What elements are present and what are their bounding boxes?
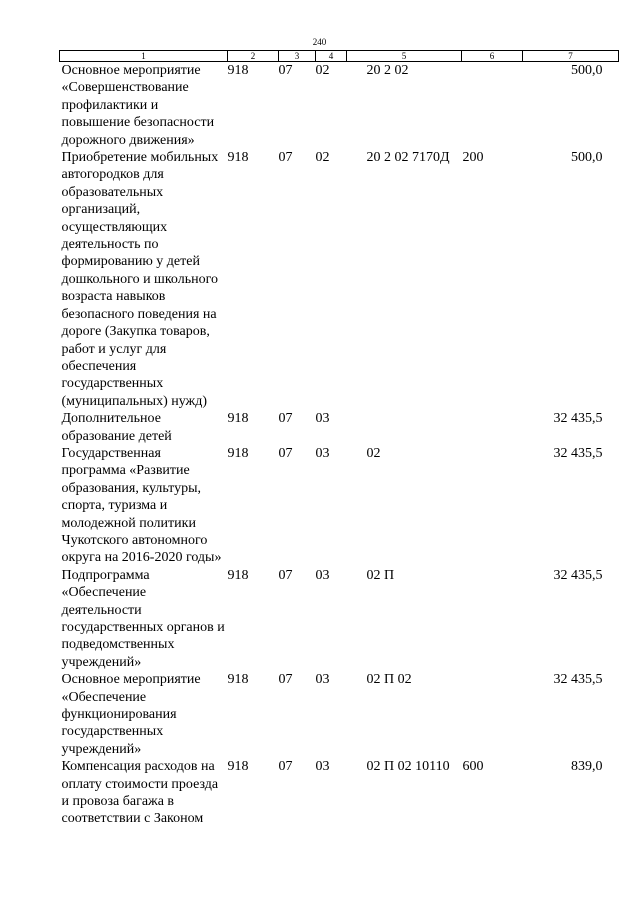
row-gov-code-cell: 918 (227, 567, 249, 583)
row-target-article-cell: 20 2 02 (366, 63, 409, 78)
row-expense-type-cell: 200 (462, 150, 484, 166)
table-row (60, 758, 619, 828)
row-section-cell: 07 (278, 445, 293, 461)
row-subsection-cell: 03 (315, 759, 330, 775)
row-name-cell: Приобретение мобильных автогородков для образовательных организаций, осуществляющих деятельность по формированию у детей дошкольного и школьного возраста навыков безопасного поведения на дороге (Закупка товаров, работ и услуг для обеспечения государственных (муниципальных) нужд) (61, 150, 219, 409)
row-target-article-cell: 02 (366, 445, 381, 461)
row-target-article-cell: 20 2 02 7170Д (366, 150, 450, 166)
row-sum-cell: 32 435,5 (553, 411, 603, 427)
column-header-7: 7 (523, 51, 619, 62)
row-name-cell: Основное мероприятие «Обеспечение функционирования государственных учреждений» (61, 672, 201, 757)
row-subsection-cell: 03 (315, 567, 330, 583)
row-target-article-cell (347, 410, 462, 445)
row-sum-cell: 500,0 (571, 150, 603, 166)
row-expense-type-cell: 600 (462, 759, 484, 775)
row-sum-cell: 32 435,5 (553, 672, 603, 688)
column-header-6: 6 (462, 51, 523, 62)
row-subsection-cell: 03 (315, 411, 330, 427)
row-target-article-cell: 02 П 02 (366, 672, 412, 688)
row-section-cell: 07 (278, 150, 293, 166)
table-row (60, 62, 619, 150)
row-section-cell: 07 (278, 672, 293, 688)
row-section-cell: 07 (278, 567, 293, 583)
row-gov-code-cell: 918 (227, 759, 249, 775)
row-subsection-cell: 02 (315, 150, 330, 166)
column-header-1: 1 (60, 51, 228, 62)
row-name-cell: Основное мероприятие «Совершенствование профилактики и повышение безопасности дорожного движения» (61, 63, 215, 148)
row-gov-code-cell: 918 (227, 672, 249, 688)
row-subsection-cell: 03 (315, 445, 330, 461)
row-name-cell: Компенсация расходов на оплату стоимости проезда и провоза багажа в соответствии с Законом (61, 759, 219, 827)
page-number: 240 (312, 37, 327, 47)
column-header-4: 4 (316, 51, 347, 62)
budget-table (59, 50, 619, 828)
column-header-2: 2 (228, 51, 279, 62)
row-section-cell: 07 (278, 411, 293, 427)
row-expense-type-cell (462, 445, 523, 567)
table-row (60, 567, 619, 671)
row-name-cell: Подпрограмма «Обеспечение деятельности государственных органов и подведомственных учреждений» (61, 567, 225, 670)
column-header-5: 5 (347, 51, 462, 62)
row-name-cell: Дополнительное образование детей (61, 411, 172, 444)
row-expense-type-cell (462, 671, 523, 758)
table-row (60, 410, 619, 445)
row-gov-code-cell: 918 (227, 150, 249, 166)
row-target-article-cell: 02 П (366, 567, 395, 583)
row-expense-type-cell (462, 567, 523, 671)
row-section-cell: 07 (278, 63, 293, 78)
column-header-3: 3 (279, 51, 316, 62)
row-expense-type-cell (462, 62, 523, 150)
row-section-cell: 07 (278, 759, 293, 775)
table-header-row (60, 51, 619, 62)
table-row (60, 671, 619, 758)
row-sum-cell: 32 435,5 (553, 567, 603, 583)
row-subsection-cell: 03 (315, 672, 330, 688)
row-name-cell: Государственная программа «Развитие образования, культуры, спорта, туризма и молодежной политики Чукотского автономного округа на 2016-2020 годы» (61, 445, 222, 566)
row-sum-cell: 839,0 (571, 759, 603, 775)
row-expense-type-cell (462, 410, 523, 445)
row-target-article-cell: 02 П 02 10110 (366, 759, 450, 775)
row-gov-code-cell: 918 (227, 63, 249, 78)
row-gov-code-cell: 918 (227, 411, 249, 427)
table-row (60, 149, 619, 410)
row-sum-cell: 500,0 (571, 63, 603, 78)
row-subsection-cell: 02 (315, 63, 330, 78)
row-gov-code-cell: 918 (227, 445, 249, 461)
row-sum-cell: 32 435,5 (553, 445, 603, 461)
table-row (60, 445, 619, 567)
